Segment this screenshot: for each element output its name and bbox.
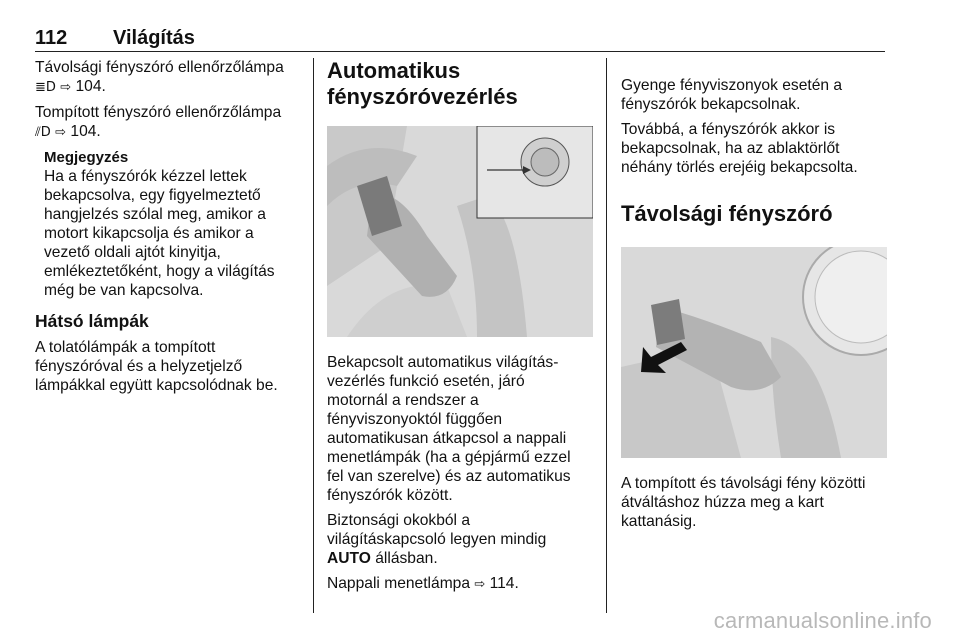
auto-headlight-heading: fényszóróvezérlés xyxy=(327,84,518,109)
text-line: menetlámpák (ha a gépjármű ezzel xyxy=(327,449,571,466)
low-beam-paragraph xyxy=(35,103,305,142)
text-line: Gyenge fényviszonyok esetén a xyxy=(621,77,843,94)
auto-headlight-heading: Automatikus xyxy=(327,58,461,83)
high-beam-paragraph xyxy=(35,58,305,97)
text-line: A tompított és távolsági fény közötti xyxy=(621,475,866,492)
header-rule xyxy=(35,51,885,52)
text-line: fel van szerelve) és az automatikus xyxy=(327,468,571,485)
text-line xyxy=(327,549,595,568)
text-line: Tompított fényszóró ellenőrzőlámpa xyxy=(35,104,282,121)
rear-lamps-heading: Hátsó lámpák xyxy=(35,311,149,331)
drl-reference-line xyxy=(327,574,595,594)
auto-position-label: AUTO xyxy=(327,550,371,567)
column-2 xyxy=(327,58,595,594)
section-title: Világítás xyxy=(113,27,195,49)
text-line: Biztonsági okokból a xyxy=(327,512,471,529)
note-line: hangjelzés szólal meg, amikor a xyxy=(44,206,266,223)
page-reference: 104. xyxy=(75,78,106,95)
note-line: még be van kapcsolva. xyxy=(44,282,204,299)
text-line: lámpákkal együtt kapcsolódnak be. xyxy=(35,377,278,394)
column-divider xyxy=(313,58,314,613)
column-3 xyxy=(621,58,887,531)
high-beam-icon: ≣D xyxy=(35,80,56,95)
page-number: 112 xyxy=(35,27,68,49)
text-line: fényszóróval és a helyzetjelző xyxy=(35,358,243,375)
page-header xyxy=(35,27,885,49)
note-block xyxy=(35,148,305,300)
text-line: fényviszonyoktól függően xyxy=(327,411,503,428)
note-line: emlékeztetőként, hogy a világítás xyxy=(44,263,275,280)
spacer xyxy=(327,337,595,353)
text-line: vezérlés funkció esetén, járó xyxy=(327,373,525,390)
text-line: átváltáshoz húzza meg a kart xyxy=(621,494,824,511)
text-fragment: Nappali menetlámpa xyxy=(327,575,471,592)
column-divider xyxy=(606,58,607,613)
text-fragment: állásban. xyxy=(370,550,438,567)
ref-arrow-icon: ⇨ xyxy=(55,125,67,140)
text-line: világításkapcsoló legyen mindig xyxy=(327,531,547,548)
text-line: bekapcsolnak, ha az ablaktörlőt xyxy=(621,140,840,157)
low-beam-icon: ⫽D xyxy=(35,125,51,140)
text-line: Bekapcsolt automatikus világítás- xyxy=(327,354,559,371)
spacer xyxy=(621,458,887,474)
text-line: Távolsági fényszóró ellenőrzőlámpa xyxy=(35,59,284,76)
text-line: A tolatólámpák a tompított xyxy=(35,339,216,356)
note-line: motort kikapcsolja és amikor a xyxy=(44,225,254,242)
spacer xyxy=(621,58,887,76)
page-reference: 104. xyxy=(70,123,101,140)
high-beam-lever-illustration xyxy=(621,247,887,458)
note-line: vezető oldali ajtót kinyitja, xyxy=(44,244,221,261)
text-line: kattanásig. xyxy=(621,513,697,530)
text-line: néhány törlés erejéig bekapcsolta. xyxy=(621,159,858,176)
page-reference: 114. xyxy=(489,575,519,592)
note-line: Ha a fényszórók kézzel lettek xyxy=(44,168,247,185)
note-heading: Megjegyzés xyxy=(44,149,129,166)
text-line: fényszórók között. xyxy=(327,487,453,504)
text-line: motornál a rendszer a xyxy=(327,392,479,409)
column-1 xyxy=(35,58,305,395)
text-line: automatikusan átkapcsol a nappali xyxy=(327,430,567,447)
light-switch-illustration xyxy=(327,126,593,337)
high-beam-heading: Távolsági fényszóró xyxy=(621,201,833,226)
text-line: Továbbá, a fényszórók akkor is xyxy=(621,121,836,138)
watermark: carmanualsonline.info xyxy=(713,608,932,633)
note-line: bekapcsolva, egy figyelmeztető xyxy=(44,187,261,204)
ref-arrow-icon: ⇨ xyxy=(60,80,72,95)
text-line: fényszórók bekapcsolnak. xyxy=(621,96,801,113)
ref-arrow-icon: ⇨ xyxy=(474,577,486,592)
